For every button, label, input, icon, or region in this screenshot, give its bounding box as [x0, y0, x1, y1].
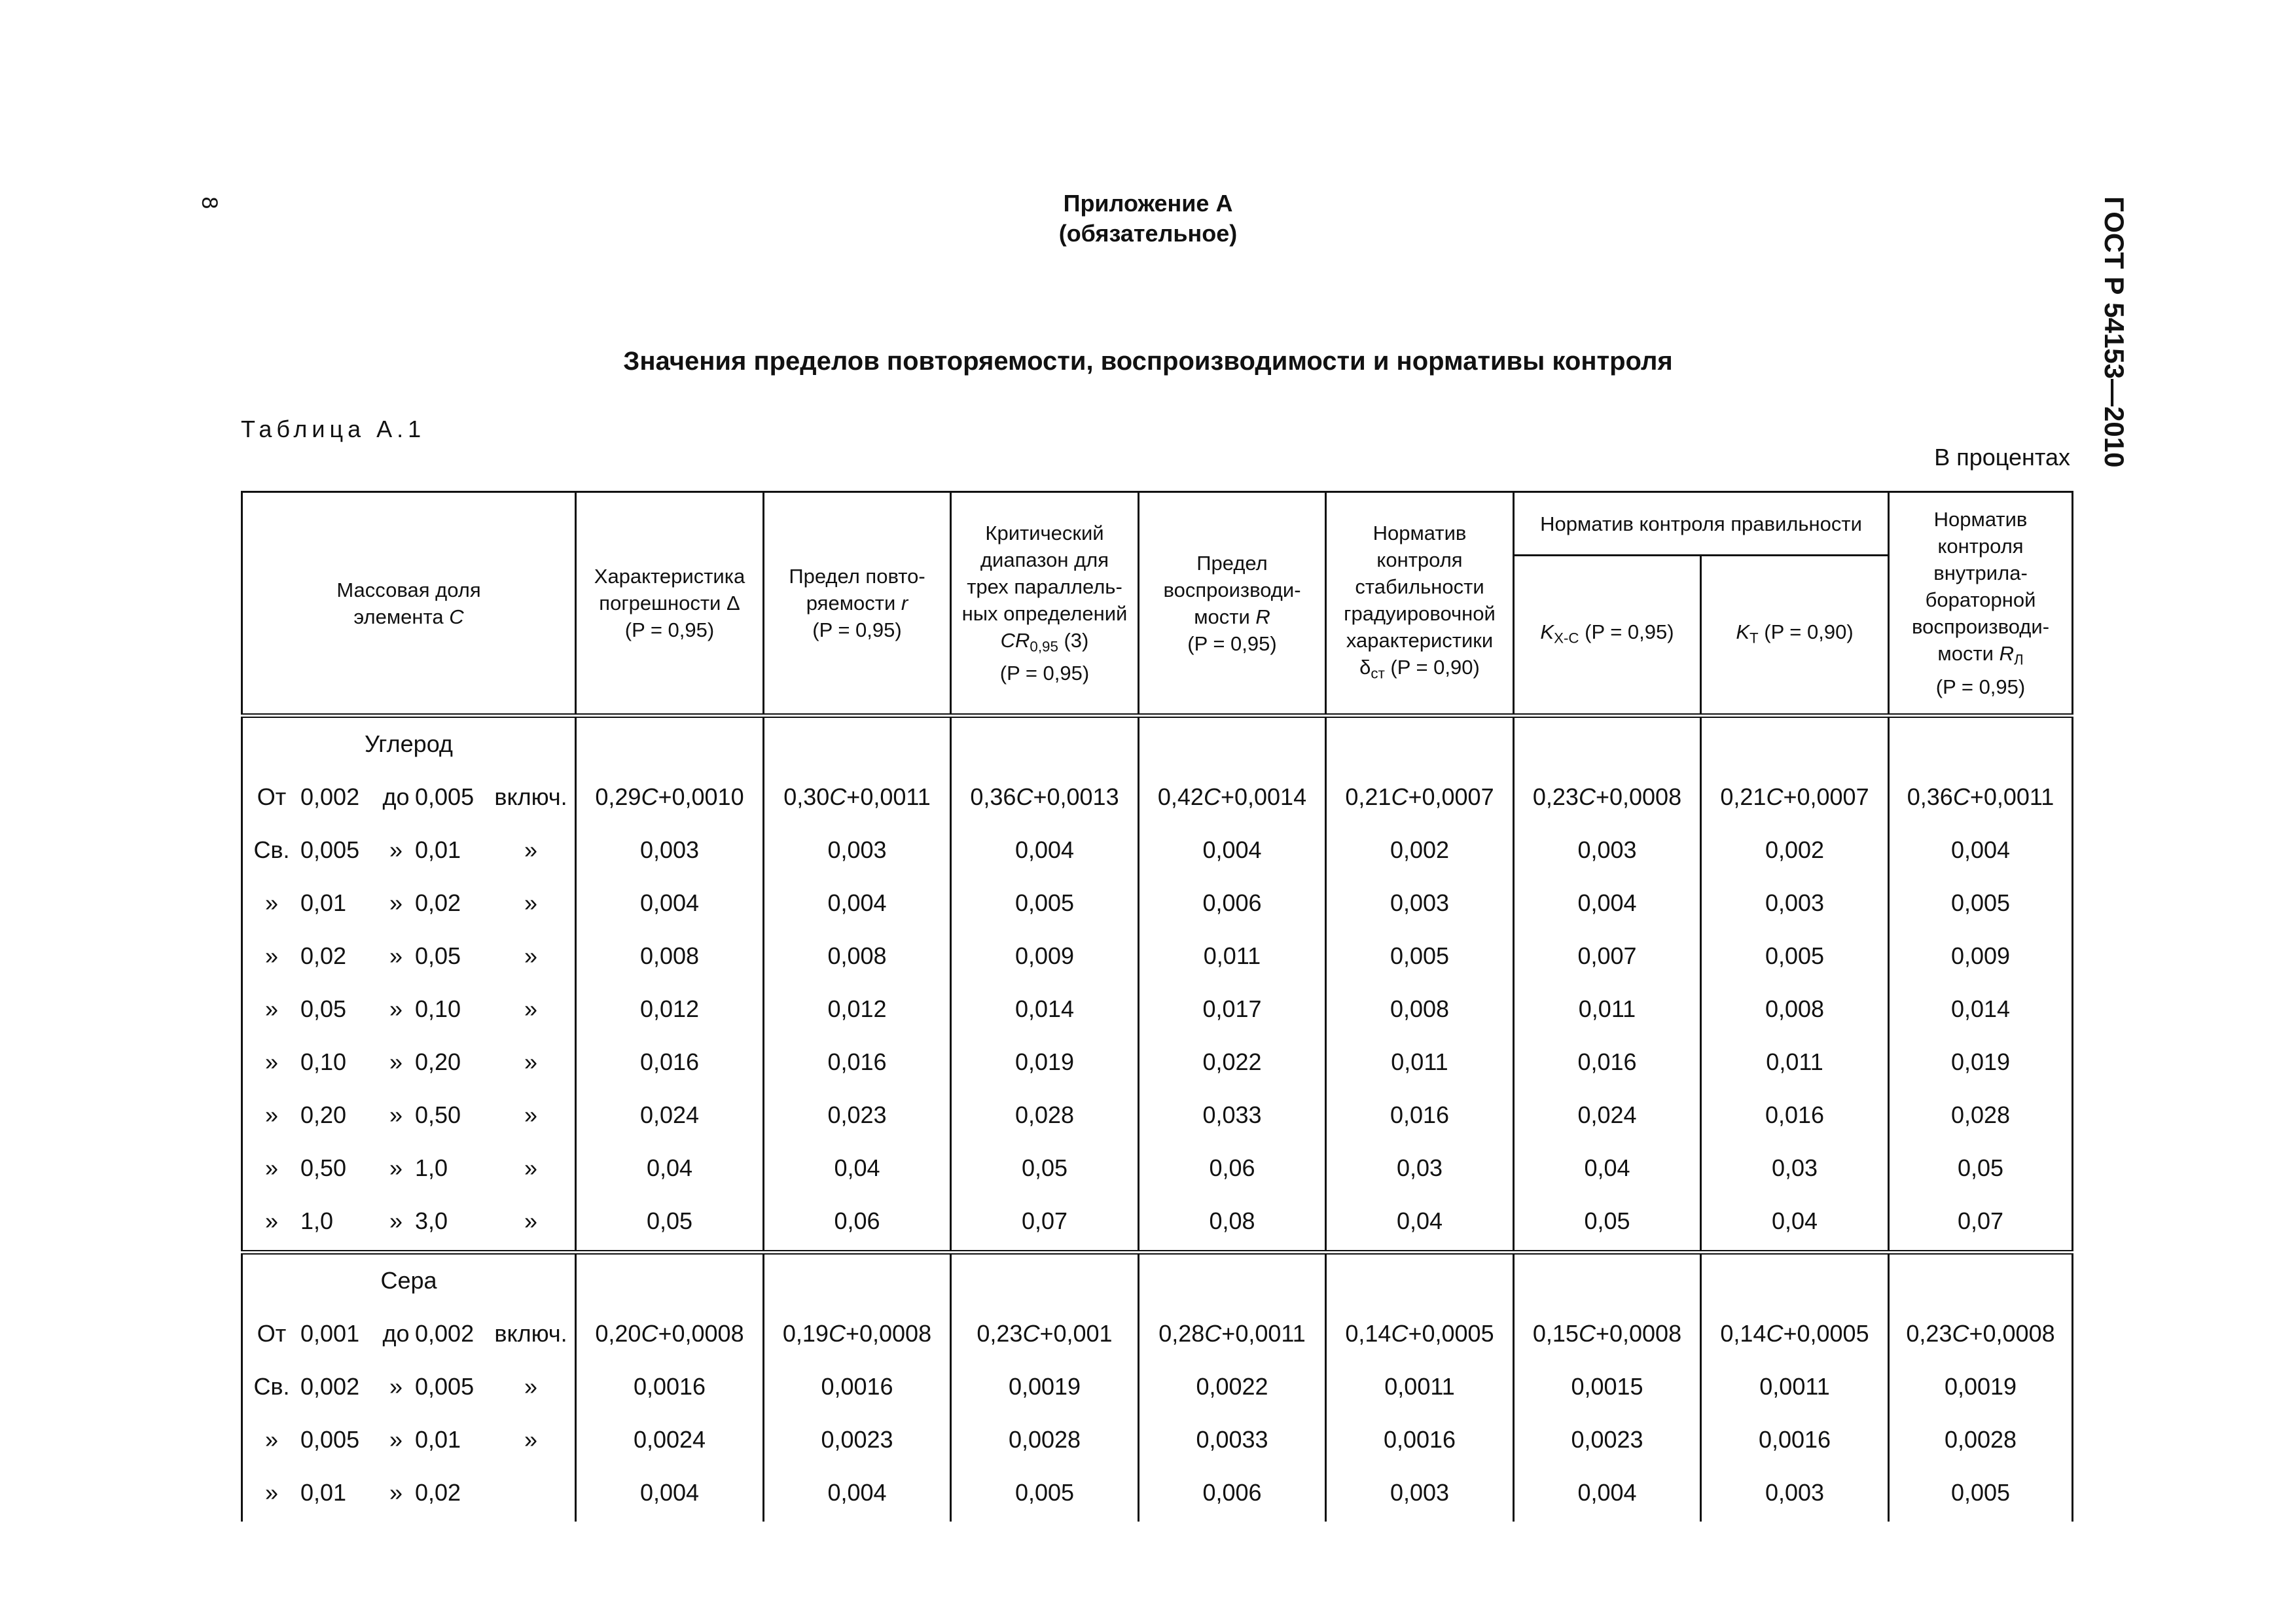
value-cell: 0,05 [1889, 1141, 2073, 1194]
range-part: » [524, 1207, 538, 1234]
table-row [242, 1194, 2073, 1253]
limits-table [241, 491, 2073, 1522]
header-critical-range: Критический диапазон для трех параллель- ных определений $CR_{0,95}$ (3) (P = 0,95) [951, 492, 1139, 716]
value-cell: 0,004 [1139, 823, 1326, 876]
value-cell: 0,009 [1889, 929, 2073, 982]
table-row [242, 1307, 2073, 1360]
value-cell: 0,024 [1514, 1088, 1701, 1141]
value-cell: 0,07 [951, 1194, 1139, 1253]
range-part: включ. [494, 783, 567, 810]
range-part: 0,005 [300, 1425, 360, 1453]
header-error-characteristic: Характеристика погрешности Δ (P = 0,95) [576, 492, 764, 716]
value-cell: 0,011 [1514, 982, 1701, 1035]
range-part: 0,05 [415, 942, 461, 969]
value-cell: 0,004 [764, 1466, 951, 1522]
table-row [242, 1088, 2073, 1141]
value-cell: 0,05 [576, 1194, 764, 1253]
value-cell: 0,005 [951, 1466, 1139, 1522]
value-cell: 0,004 [1514, 1466, 1701, 1522]
range-part: » [264, 889, 279, 916]
value-cell: 0,0016 [1326, 1413, 1514, 1466]
range-part: » [389, 1154, 403, 1181]
value-cell: 0,04 [1514, 1141, 1701, 1194]
range-part: 1,0 [415, 1154, 448, 1181]
value-cell: 0,0019 [1889, 1360, 2073, 1413]
range-part: » [389, 1048, 403, 1075]
value-cell: 0,04 [764, 1141, 951, 1194]
value-cell: 0,002 [1326, 823, 1514, 876]
value-cell: 0,003 [1326, 1466, 1514, 1522]
page-title: Значения пределов повторяемости, воспроизводимости и нормативы контроля [623, 347, 1673, 376]
value-cell: 0,21C+0,0007 [1701, 770, 1889, 823]
range-part: 0,002 [300, 783, 360, 810]
value-cell: 0,016 [764, 1035, 951, 1088]
value-cell: 0,004 [576, 1466, 764, 1522]
value-cell: 0,019 [951, 1035, 1139, 1088]
value-cell: 0,0023 [764, 1413, 951, 1466]
value-cell: 0,011 [1701, 1035, 1889, 1088]
value-cell: 0,011 [1326, 1035, 1514, 1088]
table-label: Таблица А.1 [241, 416, 426, 442]
range-part: » [389, 1478, 403, 1506]
value-cell: 0,005 [1326, 929, 1514, 982]
range-part: » [524, 1154, 538, 1181]
range-part: » [264, 1207, 279, 1234]
table-row [242, 1360, 2073, 1413]
table-row [242, 1413, 2073, 1466]
value-cell: 0,023 [764, 1088, 951, 1141]
value-cell: 0,14C+0,0005 [1701, 1307, 1889, 1360]
value-cell: 0,0033 [1139, 1413, 1326, 1466]
range-part: 0,20 [415, 1048, 461, 1075]
table-row [242, 823, 2073, 876]
value-cell: 0,016 [1514, 1035, 1701, 1088]
range-part: 0,01 [300, 889, 347, 916]
appendix-title: Приложение А [1063, 190, 1233, 217]
mass-range-cell [242, 1466, 576, 1522]
group-title: Углерод [242, 716, 576, 771]
value-cell: 0,05 [951, 1141, 1139, 1194]
value-cell: 0,36C+0,0013 [951, 770, 1139, 823]
range-part: » [389, 889, 403, 916]
value-cell: 0,0023 [1514, 1413, 1701, 1466]
value-cell: 0,30C+0,0011 [764, 770, 951, 823]
value-cell: 0,15C+0,0008 [1514, 1307, 1701, 1360]
value-cell: 0,14C+0,0005 [1326, 1307, 1514, 1360]
range-part: 1,0 [300, 1207, 334, 1234]
value-cell: 0,006 [1139, 1466, 1326, 1522]
value-cell: 0,21C+0,0007 [1326, 770, 1514, 823]
range-part: От [257, 783, 287, 810]
mass-range-cell [242, 823, 576, 876]
range-part: » [389, 1425, 403, 1453]
range-part: » [524, 1372, 538, 1400]
value-cell: 0,20C+0,0008 [576, 1307, 764, 1360]
range-part: » [389, 1372, 403, 1400]
group-title: Сера [242, 1253, 576, 1308]
header-kt: $K_Т$ (P = 0,90) [1701, 556, 1889, 716]
header-stability-control: Норматив контроля стабильности градуировочной характеристики $\delta_{ст}$ (P = 0,90) [1326, 492, 1514, 716]
range-part: включ. [494, 1319, 567, 1347]
range-part: 0,02 [415, 889, 461, 916]
table-row [242, 1141, 2073, 1194]
value-cell: 0,29C+0,0010 [576, 770, 764, 823]
range-part: 0,01 [300, 1478, 347, 1506]
value-cell: 0,23C+0,0008 [1514, 770, 1701, 823]
range-part: » [524, 889, 538, 916]
range-part: 0,05 [300, 995, 347, 1022]
range-part: » [389, 1207, 403, 1234]
mass-range-cell [242, 876, 576, 929]
range-part: » [264, 1048, 279, 1075]
value-cell: 0,0028 [1889, 1413, 2073, 1466]
value-cell: 0,017 [1139, 982, 1326, 1035]
mass-range-cell [242, 1360, 576, 1413]
range-part: 0,20 [300, 1101, 347, 1128]
range-part: 0,001 [300, 1319, 360, 1347]
range-part: » [264, 1101, 279, 1128]
range-part: От [257, 1319, 287, 1347]
range-part: 0,02 [300, 942, 347, 969]
mass-range-cell [242, 1194, 576, 1253]
table-row [242, 1035, 2073, 1088]
value-cell: 0,04 [576, 1141, 764, 1194]
mass-range-cell [242, 1307, 576, 1360]
mass-range-cell [242, 982, 576, 1035]
value-cell: 0,0011 [1701, 1360, 1889, 1413]
range-part: » [524, 1425, 538, 1453]
value-cell: 0,005 [1889, 876, 2073, 929]
group-sulfur [242, 1253, 2073, 1522]
value-cell: 0,0028 [951, 1413, 1139, 1466]
range-part: » [264, 995, 279, 1022]
value-cell: 0,003 [1701, 1466, 1889, 1522]
value-cell: 0,0016 [1701, 1413, 1889, 1466]
document-code: ГОСТ Р 54153—2010 [2099, 196, 2130, 468]
range-part: 0,50 [415, 1101, 461, 1128]
value-cell: 0,008 [764, 929, 951, 982]
value-cell: 0,024 [576, 1088, 764, 1141]
appendix-status: (обязательное) [1058, 220, 1238, 247]
header-mass-fraction: Массовая доля элемента C [242, 492, 576, 716]
mass-range-cell [242, 770, 576, 823]
table-row [242, 770, 2073, 823]
range-part: » [389, 942, 403, 969]
range-part: » [524, 1048, 538, 1075]
value-cell: 0,004 [576, 876, 764, 929]
table-row [242, 929, 2073, 982]
value-cell: 0,19C+0,0008 [764, 1307, 951, 1360]
value-cell: 0,06 [764, 1194, 951, 1253]
value-cell: 0,033 [1139, 1088, 1326, 1141]
range-part: 0,50 [300, 1154, 347, 1181]
value-cell: 0,011 [1139, 929, 1326, 982]
header-intralab-reproducibility: Норматив контроля внутрила- бораторной воспроизводи- мости $R_Л$ (P = 0,95) [1889, 492, 2073, 716]
header-kxc: $K_{Х-С}$ (P = 0,95) [1514, 556, 1701, 716]
value-cell: 0,016 [1326, 1088, 1514, 1141]
table-row [242, 1466, 2073, 1522]
value-cell: 0,014 [951, 982, 1139, 1035]
value-cell: 0,002 [1701, 823, 1889, 876]
range-part: Св. [253, 1372, 290, 1400]
value-cell: 0,004 [1514, 876, 1701, 929]
value-cell: 0,004 [764, 876, 951, 929]
value-cell: 0,005 [1889, 1466, 2073, 1522]
range-part: 0,02 [415, 1478, 461, 1506]
value-cell: 0,008 [1326, 982, 1514, 1035]
range-part: 0,005 [415, 1372, 475, 1400]
value-cell: 0,008 [576, 929, 764, 982]
range-part: 0,005 [415, 783, 475, 810]
value-cell: 0,014 [1889, 982, 2073, 1035]
value-cell: 0,04 [1326, 1194, 1514, 1253]
value-cell: 0,004 [1889, 823, 2073, 876]
value-cell: 0,0022 [1139, 1360, 1326, 1413]
range-part: 0,01 [415, 1425, 461, 1453]
value-cell: 0,23C+0,001 [951, 1307, 1139, 1360]
range-part: » [524, 942, 538, 969]
value-cell: 0,016 [1701, 1088, 1889, 1141]
value-cell: 0,03 [1701, 1141, 1889, 1194]
mass-range-cell [242, 929, 576, 982]
value-cell: 0,05 [1514, 1194, 1701, 1253]
value-cell: 0,003 [1701, 876, 1889, 929]
range-part: » [264, 1425, 279, 1453]
value-cell: 0,007 [1514, 929, 1701, 982]
page-number: 8 [197, 196, 222, 209]
value-cell: 0,008 [1701, 982, 1889, 1035]
range-part: 0,01 [415, 836, 461, 863]
range-part: » [264, 1478, 279, 1506]
mass-range-cell [242, 1141, 576, 1194]
value-cell: 0,012 [764, 982, 951, 1035]
header-repeatability-limit: Предел повто- ряемости r (P = 0,95) [764, 492, 951, 716]
range-part: » [524, 995, 538, 1022]
appendix-heading [0, 188, 2296, 249]
value-cell: 0,0024 [576, 1413, 764, 1466]
value-cell: 0,003 [764, 823, 951, 876]
value-cell: 0,028 [1889, 1088, 2073, 1141]
mass-range-cell [242, 1035, 576, 1088]
range-part: » [389, 1101, 403, 1128]
value-cell: 0,012 [576, 982, 764, 1035]
value-cell: 0,36C+0,0011 [1889, 770, 2073, 823]
group-carbon [242, 716, 2073, 1253]
range-part: 0,002 [300, 1372, 360, 1400]
range-part: » [264, 942, 279, 969]
value-cell: 0,08 [1139, 1194, 1326, 1253]
value-cell: 0,0016 [764, 1360, 951, 1413]
value-cell: 0,03 [1326, 1141, 1514, 1194]
range-part: до [382, 783, 410, 810]
value-cell: 0,006 [1139, 876, 1326, 929]
mass-range-cell [242, 1413, 576, 1466]
header-reproducibility-limit: Предел воспроизводи- мости R (P = 0,95) [1139, 492, 1326, 716]
value-cell: 0,009 [951, 929, 1139, 982]
value-cell: 0,06 [1139, 1141, 1326, 1194]
value-cell: 0,022 [1139, 1035, 1326, 1088]
value-cell: 0,016 [576, 1035, 764, 1088]
value-cell: 0,04 [1701, 1194, 1889, 1253]
range-part: 0,10 [300, 1048, 347, 1075]
value-cell: 0,004 [951, 823, 1139, 876]
range-part: 0,002 [415, 1319, 475, 1347]
range-part: 0,10 [415, 995, 461, 1022]
table-row [242, 876, 2073, 929]
mass-range-cell [242, 1088, 576, 1141]
value-cell: 0,0016 [576, 1360, 764, 1413]
value-cell: 0,42C+0,0014 [1139, 770, 1326, 823]
value-cell: 0,003 [576, 823, 764, 876]
range-part: » [524, 1101, 538, 1128]
value-cell: 0,019 [1889, 1035, 2073, 1088]
value-cell: 0,003 [1326, 876, 1514, 929]
range-part: » [389, 836, 403, 863]
range-part: » [524, 836, 538, 863]
value-cell: 0,0011 [1326, 1360, 1514, 1413]
table-row [242, 982, 2073, 1035]
value-cell: 0,005 [951, 876, 1139, 929]
range-part: Св. [253, 836, 290, 863]
value-cell: 0,028 [951, 1088, 1139, 1141]
range-part: » [264, 1154, 279, 1181]
units-note: В процентах [1934, 444, 2070, 471]
range-part: до [382, 1319, 410, 1347]
value-cell: 0,0015 [1514, 1360, 1701, 1413]
range-part: 0,005 [300, 836, 360, 863]
header-correctness-control: Норматив контроля правильности [1514, 492, 1889, 556]
range-part: » [389, 995, 403, 1022]
value-cell: 0,07 [1889, 1194, 2073, 1253]
value-cell: 0,005 [1701, 929, 1889, 982]
value-cell: 0,23C+0,0008 [1889, 1307, 2073, 1360]
value-cell: 0,0019 [951, 1360, 1139, 1413]
range-part: 3,0 [415, 1207, 448, 1234]
value-cell: 0,003 [1514, 823, 1701, 876]
value-cell: 0,28C+0,0011 [1139, 1307, 1326, 1360]
